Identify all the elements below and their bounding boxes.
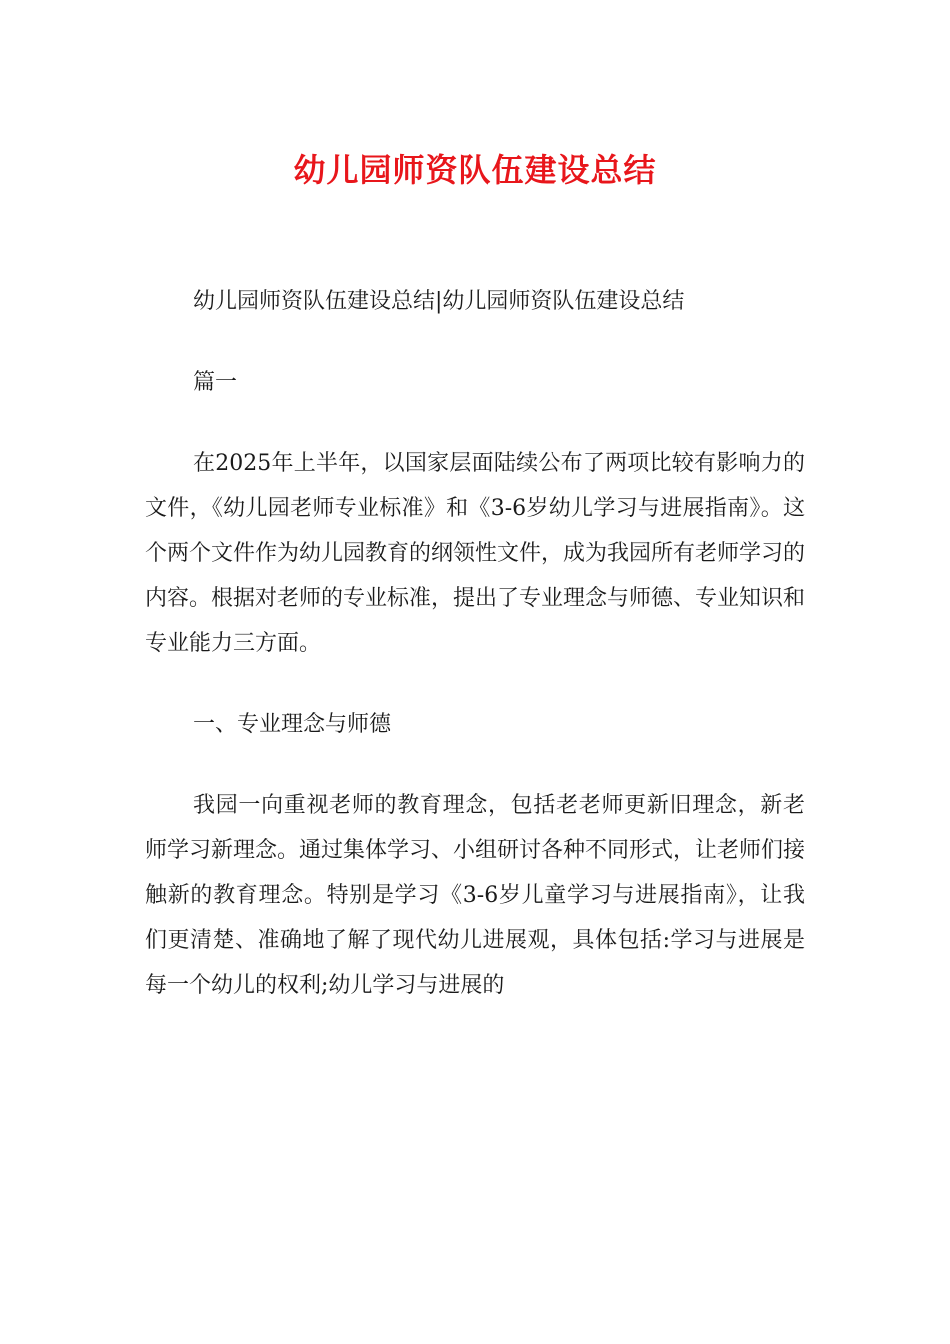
section-label: 篇一	[193, 370, 238, 395]
document-title: 幼儿园师资队伍建设总结	[293, 151, 657, 189]
section-heading: 一、专业理念与师德	[193, 712, 392, 737]
paragraph-intro: 在2025年上半年，以国家层面陆续公布了两项比较有影响力的文件，《幼儿园老师专业标准》和《3-6岁幼儿学习与进展指南》。这个两个文件作为幼儿园教育的纲领性文件，成为我园所有老师学习的内容。根据对老师的专业标准，提出了专业理念与师德、专业知识和专业能力三方面。	[145, 451, 806, 656]
paragraph-body: 我园一向重视老师的教育理念，包括老老师更新旧理念，新老师学习新理念。通过集体学习、小组研讨各种不同形式，让老师们接触新的教育理念。特别是学习《3-6岁儿童学习与进展指南》，让我们更清楚、准确地了解了现代幼儿进展观，具体包括:学习与进展是每一个幼儿的权利;幼儿学习与进展的	[145, 793, 806, 998]
document-body	[145, 279, 805, 1044]
document-subtitle: 幼儿园师资队伍建设总结|幼儿园师资队伍建设总结	[193, 289, 685, 314]
